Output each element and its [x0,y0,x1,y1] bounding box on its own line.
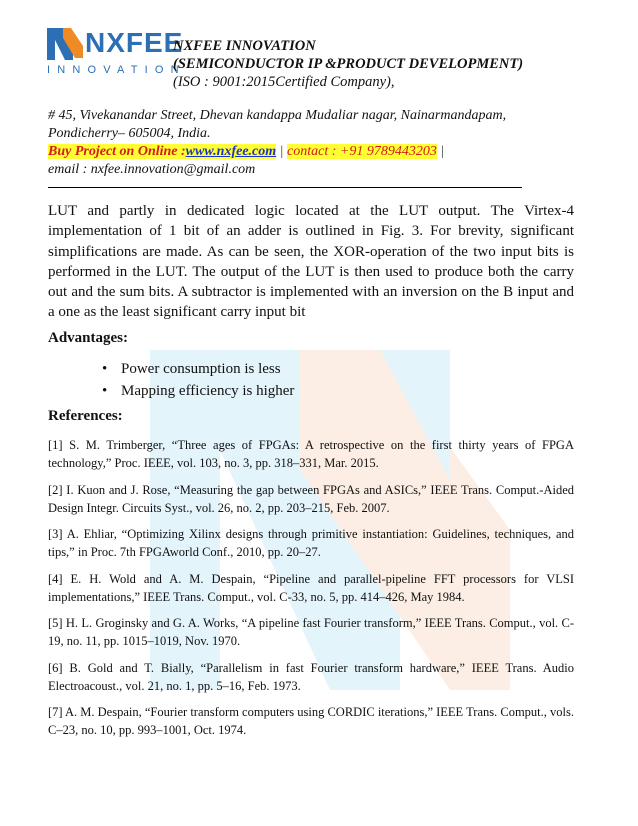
references-list [48,436,574,748]
reference-item: [4] E. H. Wold and A. M. Despain, “Pipeline and parallel-pipeline FFT processors for VLSI implementations,” IEEE Trans. Comput., vol. C-33, no. 5, pp. 414–426, May 1984. [48,571,574,604]
list-item [102,359,294,381]
header-divider [48,187,522,188]
contact-phone: contact : +91 9789443203 [287,144,437,159]
advantage-text: Power consumption is less [121,361,281,377]
address-line-1: # 45, Vivekanandar Street, Dhevan kandappa Mudaliar nagar, Nainarmandapam, [48,108,507,123]
nx-logo-icon [47,24,83,60]
reference-item: [1] S. M. Trimberger, “Three ages of FPGAs: A retrospective on the first thirty years of FPGA technology,” Proc. IEEE, vol. 103, no. 3, pp. 318–331, Mar. 2015. [48,438,574,470]
bullet-icon: • [102,382,108,399]
address-line-2: Pondicherry– 605004, India. [48,126,211,141]
website-link[interactable]: www.nxfee.com [185,144,277,159]
separator-1: | [279,144,284,159]
company-info [173,37,523,91]
company-logo [47,24,186,82]
company-division: (SEMICONDUCTOR IP &PRODUCT DEVELOPMENT) [173,56,524,72]
email-line: email : nxfee.innovation@gmail.com [48,162,256,177]
reference-item: [5] H. L. Groginsky and G. A. Works, “A pipeline fast Fourier transform,” IEEE Trans. Comput., vol. C-19, no. 11, pp. 1015–1019, Nov. 1970. [48,616,574,648]
list-item [102,381,294,403]
address-block [48,107,588,179]
advantages-list [102,359,294,402]
reference-item: [7] A. M. Despain, “Fourier transform computers using CORDIC iterations,” IEEE Trans. Comput., vols. C–23, no. 10, pp. 993–1001, Oct. 1974. [48,705,574,737]
separator-2: | [440,144,445,159]
reference-item: [3] A. Ehliar, “Optimizing Xilinx designs through primitive instantiation: Guidelines, techniques, and tips,” in Proc. 7th FPGAworld Conf., 2010, pp. 20–27. [48,527,574,559]
company-name: NXFEE INNOVATION [173,38,316,54]
reference-item: [2] I. Kuon and J. Rose, “Measuring the gap between FPGAs and ASICs,” IEEE Trans. Comput.-Aided Design Integr. Circuits Syst., vol. 26, no. 2, pp. 203–215, Feb. 2007. [48,482,574,515]
references-heading: References: [48,408,123,424]
advantage-text: Mapping efficiency is higher [121,382,295,399]
reference-item: [6] B. Gold and T. Bially, “Parallelism in fast Fourier transform hardware,” IEEE Trans. Audio Electroacoust., vol. 21, no. 1, pp. 5–16, Feb. 1973. [48,660,574,693]
logo-name: NXFEE [85,27,184,58]
advantages-heading: Advantages: [48,330,129,346]
logo-subtitle: INNOVATION [47,64,186,76]
contact-line [48,143,588,161]
company-certification: (ISO : 9001:2015Certified Company), [173,74,395,90]
buy-label: Buy Project on Online : [48,144,186,159]
body-paragraph: LUT and partly in dedicated logic located at the LUT output. The Virtex-4 implementation of 1 bit of an adder is outlined in Fig. 3. For brevity, significant simplifications are made. As can be seen, the XOR-operation of the two input bits is performed in the LUT. The output of the LUT is then used to produce both the carry out and the sum bits. A subtractor is implemented with an inversion on the B input and a one as the least significant carry input bit [48,203,574,321]
bullet-icon: • [102,361,108,377]
